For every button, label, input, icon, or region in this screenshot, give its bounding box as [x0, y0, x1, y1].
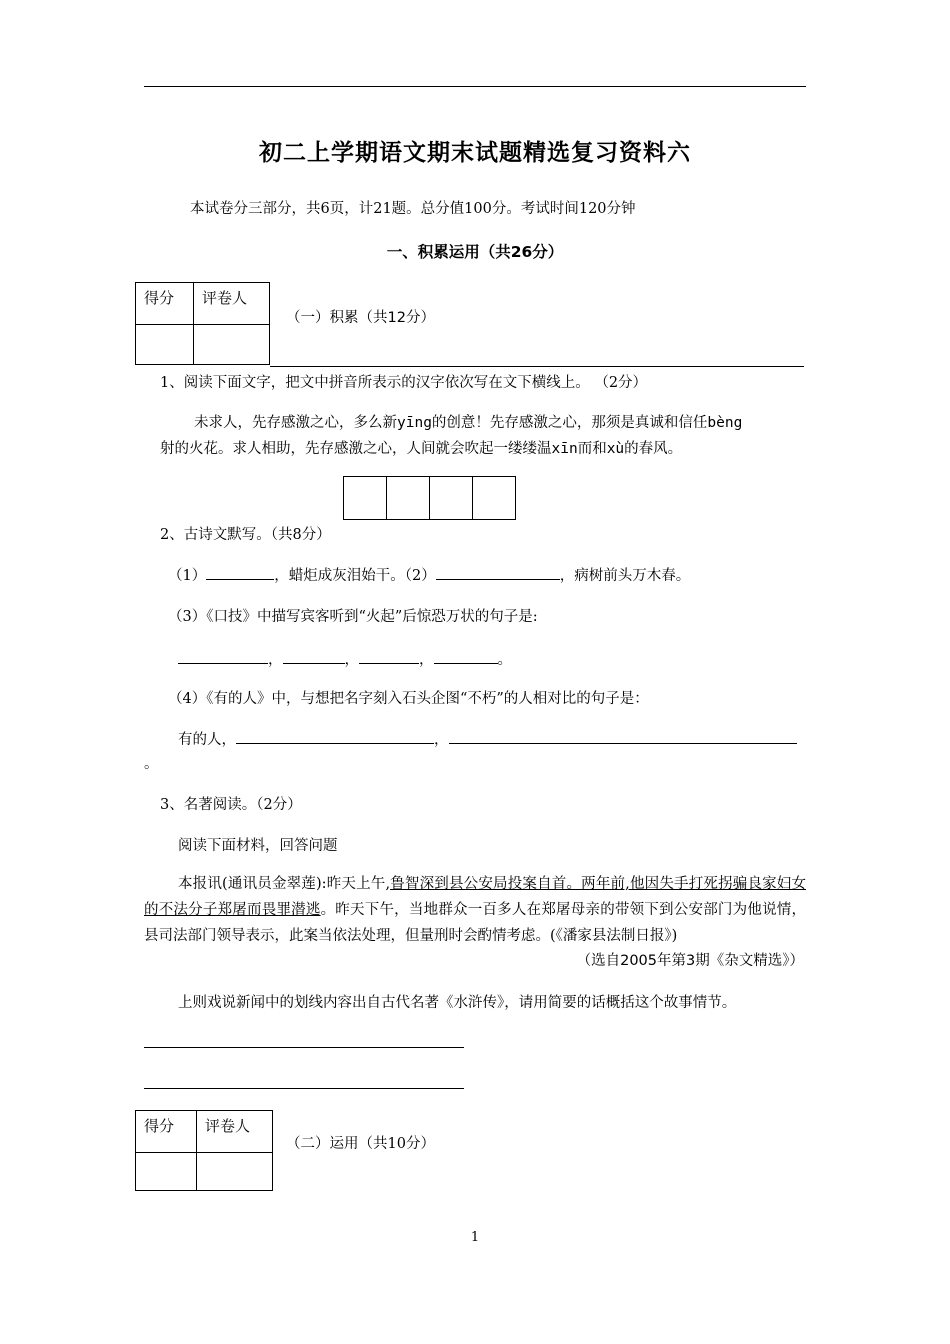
q1-prompt: 1、阅读下面文字，把文中拼音所表示的汉字依次写在文下横线上。 （2分）: [160, 375, 648, 391]
blank[interactable]: [283, 649, 345, 664]
part2-label: （二）运用（共10分）: [286, 1136, 435, 1152]
score-table: [135, 282, 270, 365]
blank[interactable]: [178, 649, 268, 664]
q1-passage: 未求人，先存感激之心，多么新yīng的创意！先存感激之心，那须是真诚和信任bèng 射的火花。求人相助，先存感激之心，人间就会吹起一缕缕温xīn而和xù的春风。: [160, 415, 743, 457]
q2-item4-answer: 有的人， ，: [178, 728, 797, 749]
q2-item3-blanks: ， ， ， 。: [178, 648, 512, 669]
pinyin-1: yīng: [397, 415, 432, 431]
answer-box[interactable]: [472, 476, 516, 520]
section-rule: [270, 366, 804, 367]
section-heading: 一、积累运用（共26分）: [386, 243, 564, 261]
blank[interactable]: [434, 649, 498, 664]
page-number: 1: [470, 1230, 480, 1245]
grader-header: 评卷人: [197, 1111, 273, 1153]
blank[interactable]: [436, 565, 560, 580]
page-title: 初二上学期语文期末试题精选复习资料六: [259, 140, 691, 166]
q3-news: 本报讯(通讯员金翠莲):昨天上午,鲁智深到县公安局投案自首。两年前,他因失手打死拐骗良家妇女的不法分子郑屠而畏罪潜逃。昨天下午，当地群众一百多人在郑屠母亲的带领下到公安部门为他说情，县司法部门领导表示，此案当依法处理，但量刑时会酌情考虑。(《潘家县法制日报》): [144, 876, 806, 944]
q3-prompt: 3、名著阅读。（2分）: [160, 797, 302, 813]
answer-box[interactable]: [429, 476, 473, 520]
q3-instruction: 阅读下面材料，回答问题: [178, 838, 338, 854]
answer-line[interactable]: [144, 1088, 464, 1089]
pinyin-3: xīn: [551, 441, 578, 457]
answer-boxes: [344, 476, 516, 520]
score-header: 得分: [136, 1111, 197, 1153]
grader-cell[interactable]: [197, 1153, 273, 1191]
pinyin-2: bèng: [707, 415, 743, 431]
blank[interactable]: [236, 729, 434, 744]
answer-line[interactable]: [144, 1047, 464, 1048]
grader-header: 评卷人: [194, 283, 270, 325]
underlined-text: 鲁智深到县公安局投案自首。两年前,他因失手打死拐骗良家妇女的不法分子郑屠而畏罪潜逃: [144, 876, 806, 918]
part1-label: （一）积累（共12分）: [286, 310, 435, 326]
score-cell[interactable]: [136, 1153, 197, 1191]
score-table-2: [135, 1110, 273, 1191]
answer-box[interactable]: [343, 476, 387, 520]
q3-question: 上则戏说新闻中的划线内容出自古代名著《水浒传》，请用简要的话概括这个故事情节。: [178, 995, 737, 1011]
q2-item4: （4）《有的人》中，与想把名字刻入石头企图“不朽”的人相对比的句子是：: [168, 691, 649, 707]
exam-info: 本试卷分三部分，共6页，计21题。总分值100分。考试时间120分钟: [190, 201, 636, 217]
q2-item3: （3）《口技》中描写宾客听到“火起”后惊恐万状的句子是:: [168, 609, 538, 625]
grader-cell[interactable]: [194, 325, 270, 365]
pinyin-4: xù: [606, 441, 625, 457]
blank[interactable]: [359, 649, 419, 664]
blank[interactable]: [449, 729, 797, 744]
q2-prompt: 2、古诗文默写。（共8分）: [160, 527, 331, 543]
header-rule: [144, 86, 806, 87]
q2-item4-end: 。: [144, 756, 159, 772]
q2-item1: （1） ，蜡炬成灰泪始干。（2） ，病树前头万木春。: [168, 564, 690, 585]
blank[interactable]: [206, 565, 274, 580]
score-cell[interactable]: [136, 325, 194, 365]
q3-source: （选自2005年第3期《杂文精选》）: [576, 953, 804, 969]
score-header: 得分: [136, 283, 194, 325]
answer-box[interactable]: [386, 476, 430, 520]
